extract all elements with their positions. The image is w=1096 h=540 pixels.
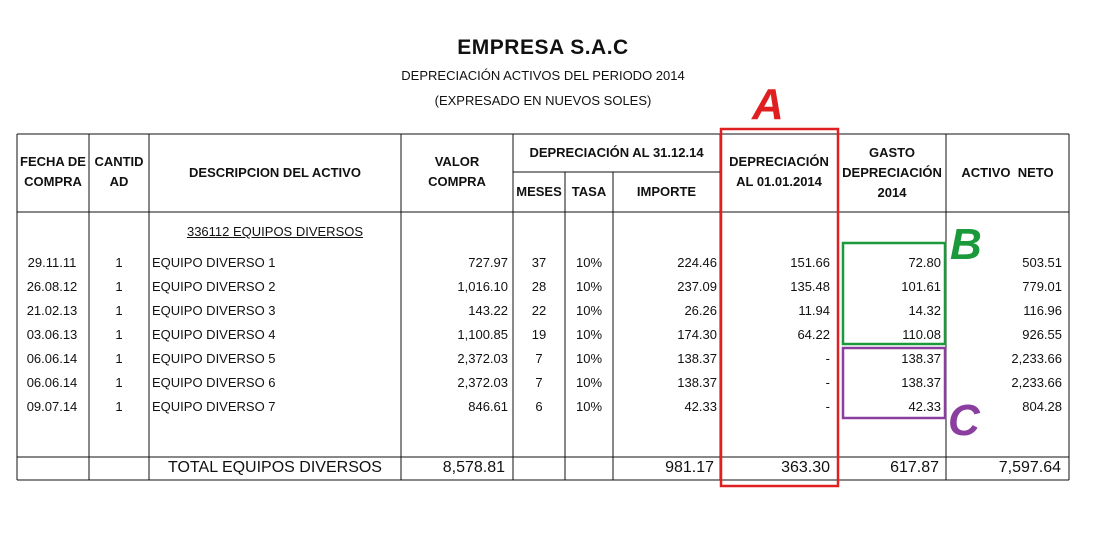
total-activo-neto: 7,597.64 (998, 459, 1061, 476)
header-meses: MESES (516, 184, 562, 199)
cell-activo-neto: 779.01 (1022, 279, 1062, 294)
cell-descripcion: EQUIPO DIVERSO 2 (152, 279, 276, 294)
header-valor-compra: VALOR COMPRA (428, 154, 486, 189)
cell-gasto-depreciacion: 42.33 (908, 399, 941, 414)
header-tasa: TASA (571, 184, 607, 199)
cell-valor-compra: 846.61 (468, 399, 508, 414)
cell-tasa: 10% (575, 303, 603, 318)
cell-importe: 26.26 (684, 303, 717, 318)
cell-meses: 37 (531, 255, 547, 270)
cell-cantidad: 1 (115, 327, 123, 342)
cell-activo-neto: 116.96 (1023, 303, 1062, 318)
cell-tasa: 10% (575, 279, 603, 294)
cell-valor-compra: 1,016.10 (457, 279, 508, 294)
cell-importe: 237.09 (677, 279, 717, 294)
cell-cantidad: 1 (115, 351, 123, 366)
cell-descripcion: EQUIPO DIVERSO 7 (152, 399, 276, 414)
cell-activo-neto: 503.51 (1022, 255, 1062, 270)
cell-depreciacion-inicial: - (825, 351, 830, 366)
cell-gasto-depreciacion: 101.61 (901, 279, 941, 294)
cell-depreciacion-inicial: - (825, 375, 830, 390)
cell-cantidad: 1 (115, 303, 123, 318)
cell-tasa: 10% (575, 351, 603, 366)
cell-meses: 7 (535, 375, 543, 390)
cell-meses: 7 (535, 351, 543, 366)
cell-gasto-depreciacion: 14.32 (908, 303, 941, 318)
cell-activo-neto: 804.28 (1022, 399, 1062, 414)
cell-descripcion: EQUIPO DIVERSO 6 (152, 375, 276, 390)
cell-meses: 28 (531, 279, 547, 294)
cell-cantidad: 1 (115, 399, 123, 414)
cell-fecha: 09.07.14 (26, 399, 78, 414)
total-importe: 981.17 (665, 459, 714, 476)
annotation-letter-a: A (752, 80, 784, 129)
cell-tasa: 10% (575, 375, 603, 390)
cell-tasa: 10% (575, 399, 603, 414)
cell-depreciacion-inicial: 64.22 (797, 327, 830, 342)
cell-importe: 138.37 (677, 375, 717, 390)
cell-cantidad: 1 (115, 375, 123, 390)
cell-descripcion: EQUIPO DIVERSO 5 (152, 351, 276, 366)
total-gasto-depreciacion: 617.87 (890, 459, 939, 476)
cell-depreciacion-inicial: 135.48 (790, 279, 830, 294)
cell-valor-compra: 2,372.03 (457, 351, 508, 366)
total-depreciacion-inicial: 363.30 (781, 459, 830, 476)
header-cantidad: CANTID AD (94, 154, 144, 189)
cell-gasto-depreciacion: 110.08 (902, 327, 941, 342)
total-label: TOTAL EQUIPOS DIVERSOS (168, 459, 382, 476)
cell-descripcion: EQUIPO DIVERSO 4 (152, 327, 276, 342)
cell-fecha: 26.08.12 (26, 279, 78, 294)
cell-importe: 174.30 (677, 327, 717, 342)
cell-activo-neto: 2,233.66 (1011, 375, 1062, 390)
annotation-letter-c: C (948, 396, 980, 445)
cell-gasto-depreciacion: 72.80 (908, 255, 941, 270)
cell-valor-compra: 1,100.85 (457, 327, 508, 342)
cell-valor-compra: 727.97 (468, 255, 508, 270)
cell-importe: 224.46 (677, 255, 717, 270)
cell-valor-compra: 143.22 (468, 303, 508, 318)
cell-gasto-depreciacion: 138.37 (901, 351, 941, 366)
cell-depreciacion-inicial: 151.66 (790, 255, 830, 270)
cell-meses: 19 (531, 327, 547, 342)
cell-tasa: 10% (575, 327, 603, 342)
header-gasto-depreciacion: GASTO DEPRECIACIÓN 2014 (842, 145, 942, 200)
cell-fecha: 21.02.13 (26, 303, 78, 318)
cell-gasto-depreciacion: 138.37 (901, 375, 941, 390)
cell-cantidad: 1 (115, 255, 123, 270)
cell-depreciacion-inicial: - (825, 399, 830, 414)
cell-depreciacion-inicial: 11.94 (798, 303, 830, 318)
asset-group-label: 336112 EQUIPOS DIVERSOS (186, 224, 364, 239)
header-depreciacion-inicial: DEPRECIACIÓN AL 01.01.2014 (729, 154, 829, 189)
header-importe: IMPORTE (636, 184, 697, 199)
report-subtitle: DEPRECIACIÓN ACTIVOS DEL PERIODO 2014 (401, 68, 685, 83)
cell-meses: 6 (535, 399, 543, 414)
report-title: EMPRESA S.A.C (457, 36, 629, 59)
annotation-letter-b: B (950, 220, 982, 269)
cell-valor-compra: 2,372.03 (457, 375, 508, 390)
cell-fecha: 03.06.13 (26, 327, 78, 342)
header-descripcion: DESCRIPCION DEL ACTIVO (189, 165, 361, 180)
cell-tasa: 10% (575, 255, 603, 270)
cell-fecha: 06.06.14 (26, 351, 78, 366)
cell-importe: 138.37 (677, 351, 717, 366)
cell-fecha: 29.11.11 (27, 255, 77, 270)
header-activo-neto: ACTIVO NETO (961, 165, 1054, 180)
header-fecha-compra: FECHA DE COMPRA (20, 154, 86, 189)
cell-importe: 42.33 (684, 399, 717, 414)
report-currency-note: (EXPRESADO EN NUEVOS SOLES) (434, 93, 652, 108)
cell-meses: 22 (531, 303, 547, 318)
cell-cantidad: 1 (115, 279, 123, 294)
cell-activo-neto: 926.55 (1022, 327, 1062, 342)
cell-activo-neto: 2,233.66 (1011, 351, 1062, 366)
cell-fecha: 06.06.14 (26, 375, 78, 390)
total-valor-compra: 8,578.81 (442, 459, 505, 476)
cell-descripcion: EQUIPO DIVERSO 3 (152, 303, 276, 318)
cell-descripcion: EQUIPO DIVERSO 1 (152, 255, 276, 270)
header-depreciacion-31-12-14: DEPRECIACIÓN AL 31.12.14 (529, 145, 704, 160)
